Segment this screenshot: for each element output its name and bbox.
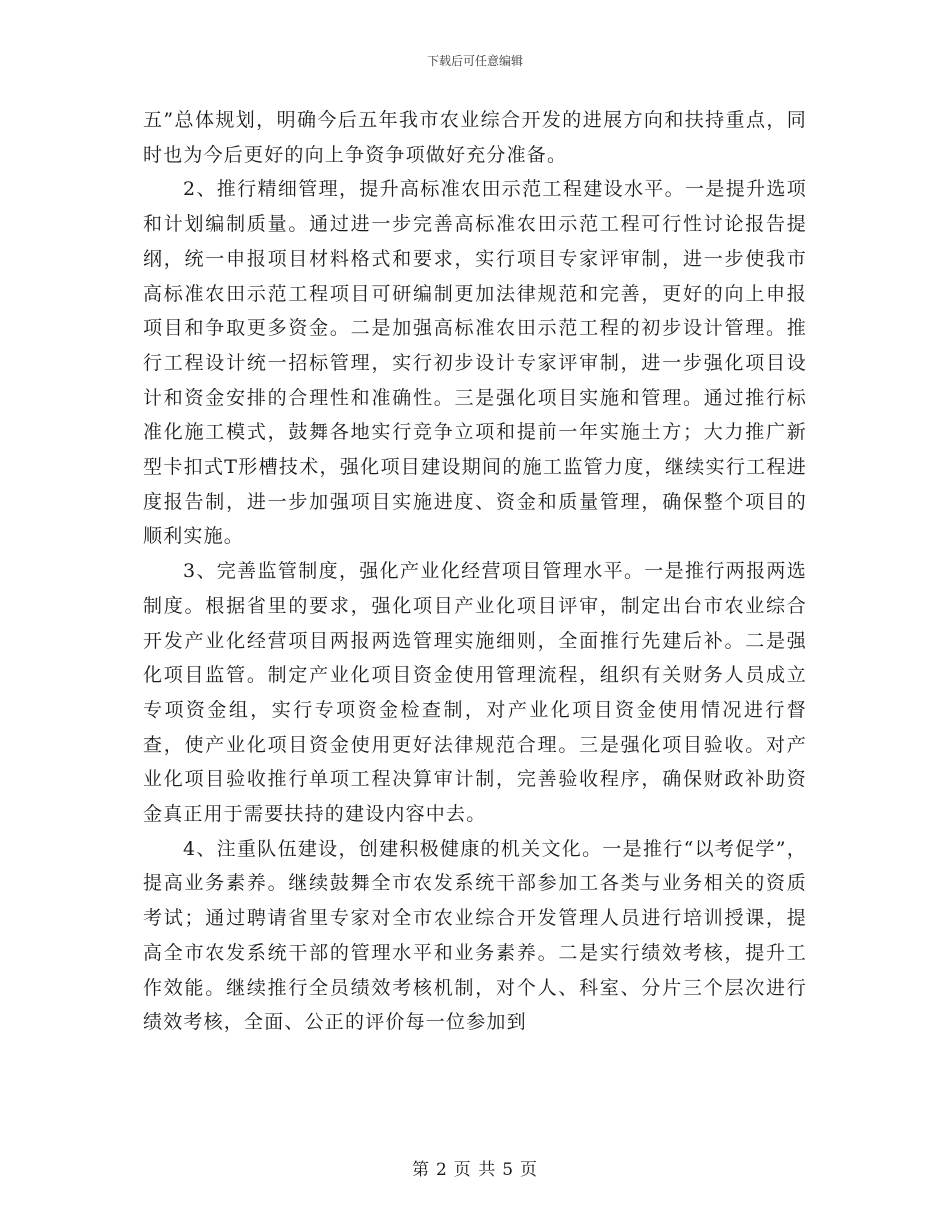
document-body	[143, 103, 807, 1040]
page-header-note: 下载后可任意编辑	[426, 54, 523, 68]
paragraph-section-3: 3、完善监管制度，强化产业化经营项目管理水平。一是推行两报两选制度。根据省里的要求，强化项目产业化项目评审，制定出台市农业综合开发产业化经营项目两报两选管理实施细则，全面推行先建后补。二是强化项目监管。制定产业化项目资金使用管理流程，组织有关财务人员成立专项资金组，实行专项资金检查制，对产业化项目资金使用情况进行督查，使产业化项目资金使用更好法律规范合理。三是强化项目验收。对产业化项目验收推行单项工程决算审计制，完善验收程序，确保财政补助资金真正用于需要扶持的建设内容中去。	[143, 560, 807, 826]
page-number-footer	[0, 1155, 950, 1180]
paragraph-section-2: 2、推行精细管理，提升高标准农田示范工程建设水平。一是提升选项和计划编制质量。通过进一步完善高标准农田示范工程可行性讨论报告提纲，统一申报项目材料格式和要求，实行项目专家评审制，进一步使我市高标准农田示范工程项目可研编制更加法律规范和完善，更好的向上申报项目和争取更多资金。二是加强高标准农田示范工程的初步设计管理。推行工程设计统一招标管理，实行初步设计专家评审制，进一步强化项目设计和资金安排的合理性和准确性。三是强化项目实施和管理。通过推行标准化施工模式，鼓舞各地实行竞争立项和提前一年实施土方；大力推广新型卡扣式T形槽技术，强化项目建设期间的施工监管力度，继续实行工程进度报告制，进一步加强项目实施进度、资金和质量管理，确保整个项目的顺利实施。	[143, 178, 807, 548]
paragraph-continuation: 五”总体规划，明确今后五年我市农业综合开发的进展方向和扶持重点，同时也为今后更好的向上争资争项做好充分准备。	[143, 109, 807, 166]
footer-suffix: 页	[520, 1160, 539, 1180]
total-pages-number: 5	[502, 1160, 515, 1180]
current-page-number: 2	[435, 1160, 448, 1180]
footer-middle: 页 共	[453, 1160, 497, 1180]
footer-prefix: 第	[411, 1160, 430, 1180]
paragraph-section-4: 4、注重队伍建设，创建积极健康的机关文化。一是推行“以考促学”，提高业务素养。继续鼓舞全市农发系统干部参加工各类与业务相关的资质考试；通过聘请省里专家对全市农业综合开发管理人员进行培训授课，提高全市农发系统干部的管理水平和业务素养。二是实行绩效考核，提升工作效能。继续推行全员绩效考核机制，对个人、科室、分片三个层次进行绩效考核，全面、公正的评价每一位参加到	[143, 837, 807, 1034]
